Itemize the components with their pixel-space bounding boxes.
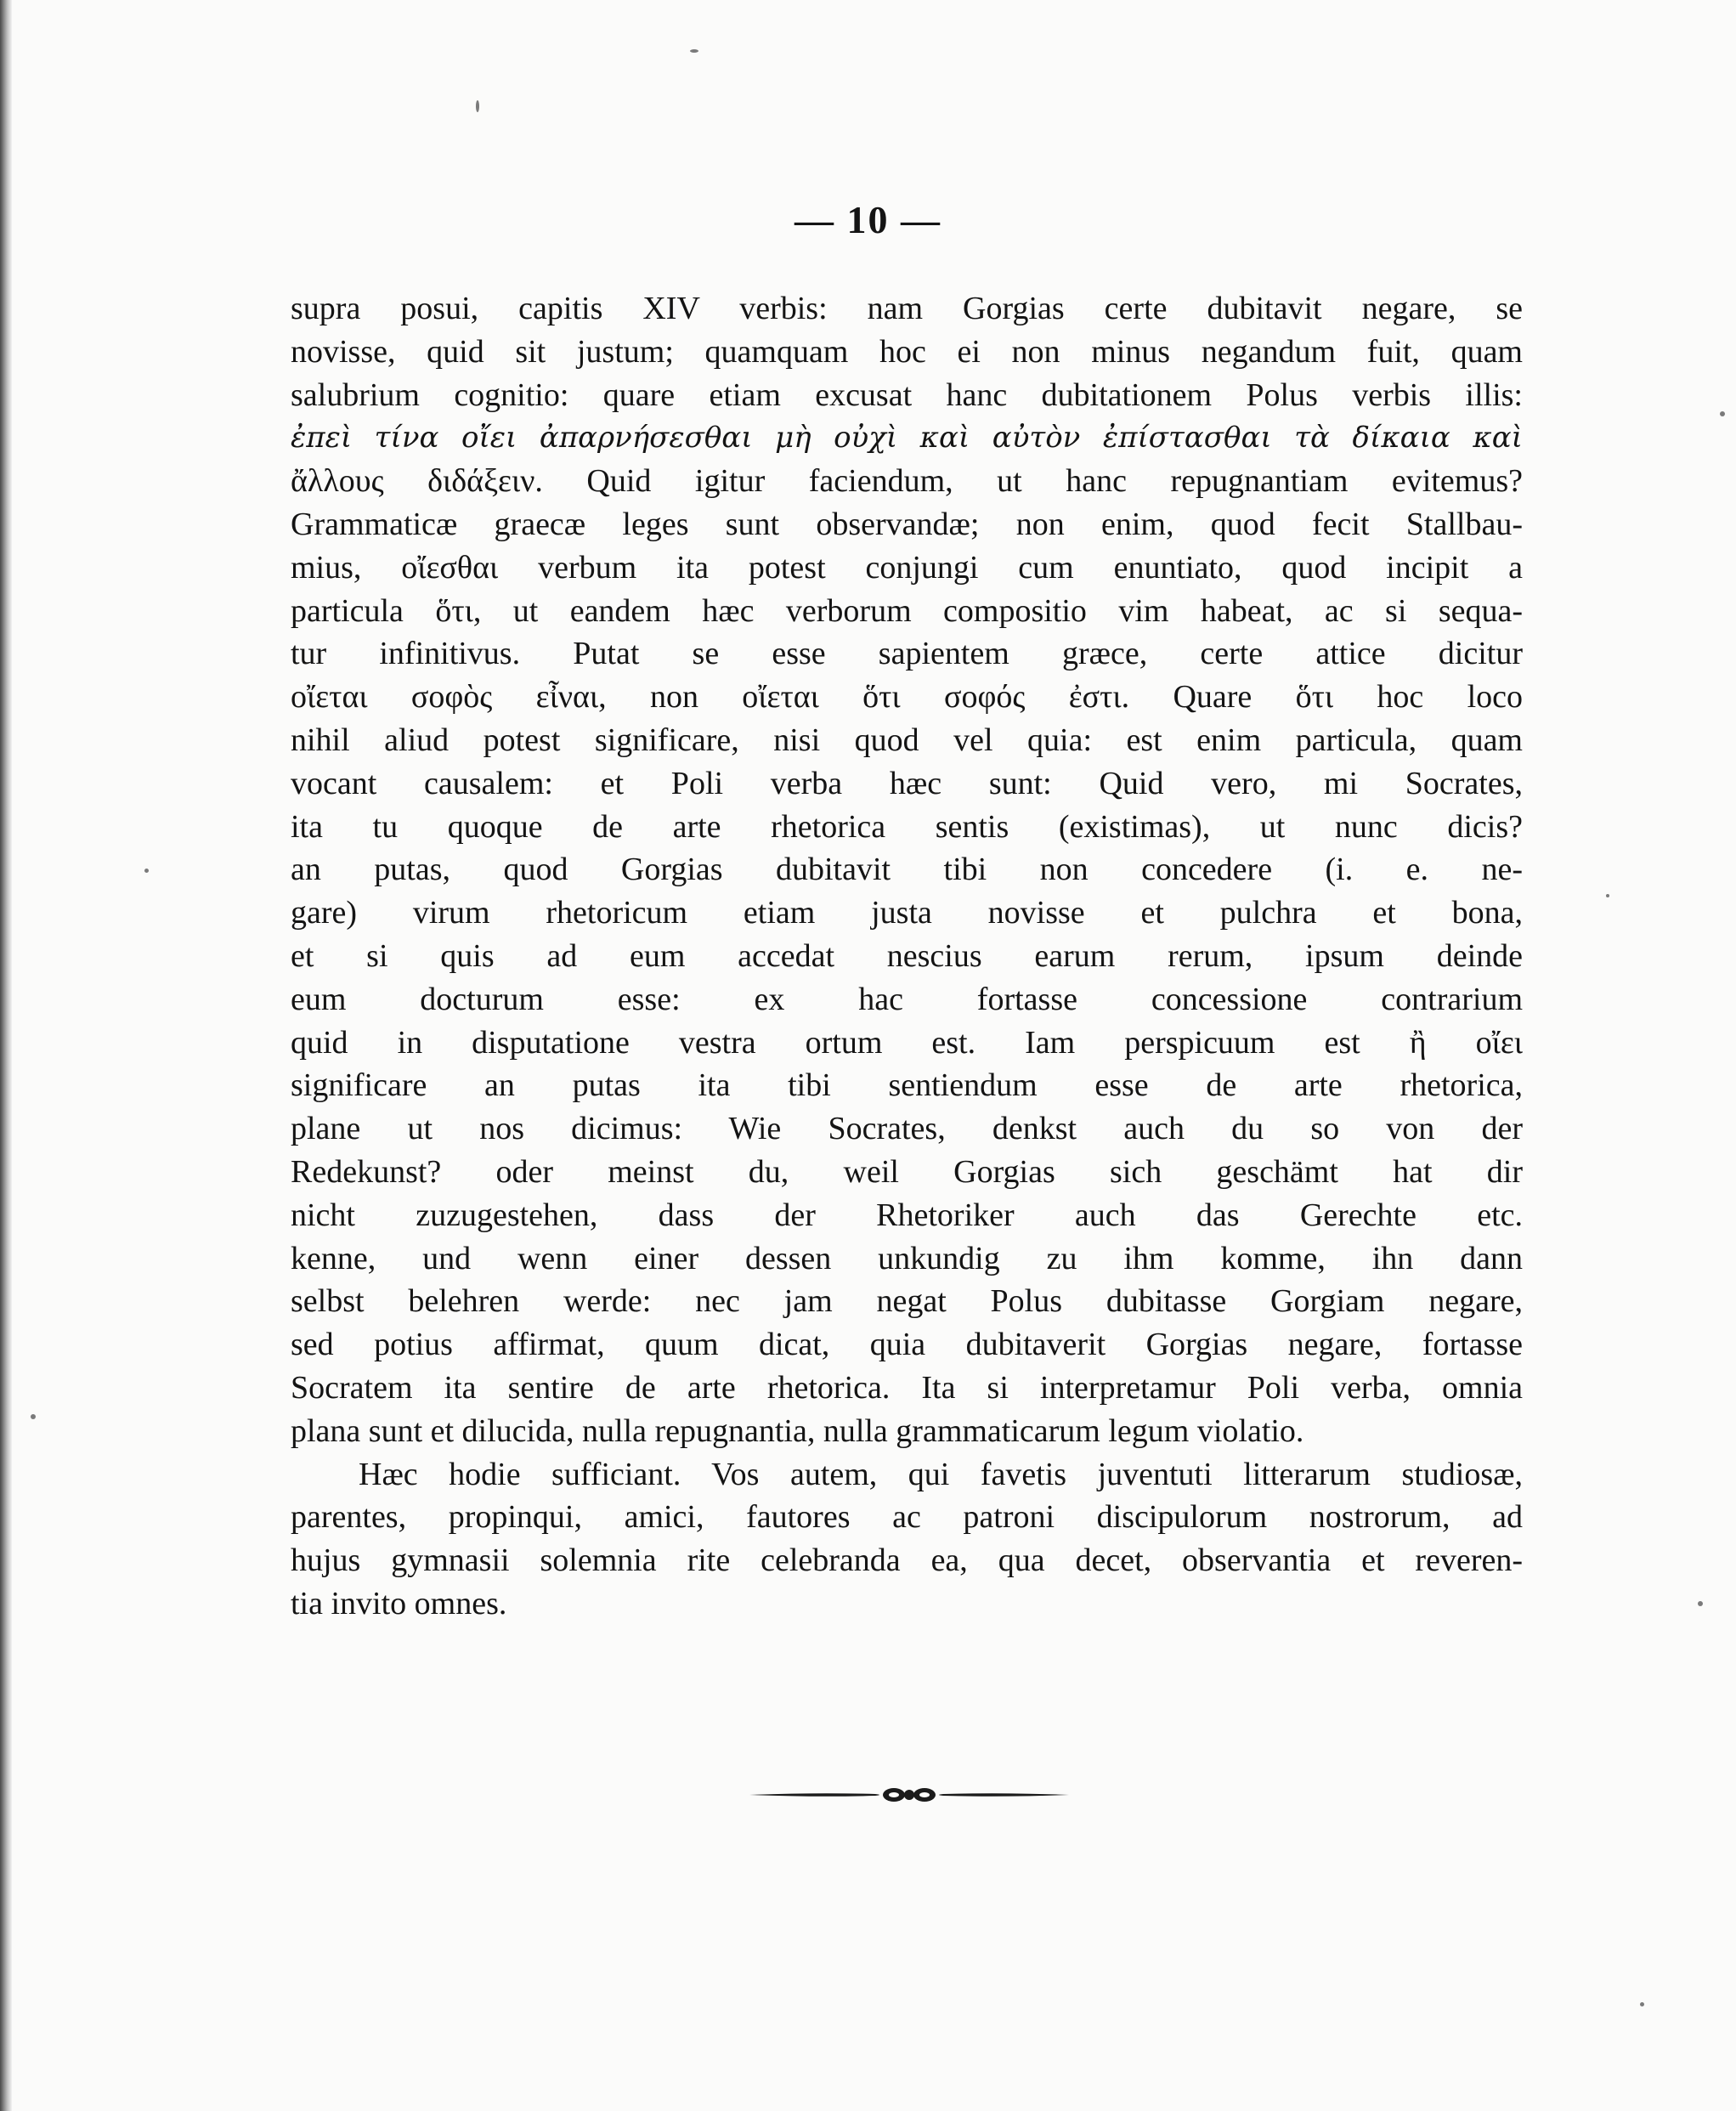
scan-speck	[31, 1414, 36, 1419]
text-line: supra posui, capitis XIV verbis: nam Gorgias certe dubitavit negare, se	[291, 291, 1523, 326]
text-line: nihil aliud potest significare, nisi quod vel quia: est enim particula, quam	[291, 722, 1523, 758]
text-line: particula ὅτι, ut eandem hæc verborum compositio vim habeat, ac si sequa-	[291, 592, 1523, 629]
text-line: nicht zuzugestehen, dass der Rhetoriker auch das Gerechte etc.	[291, 1197, 1523, 1233]
text-line: kenne, und wenn einer dessen unkundig zu ihm komme, ihn dann	[291, 1240, 1523, 1276]
text-line: ἄλλους διδάξειν. Quid igitur faciendum, ut hanc repugnantiam evitemus?	[291, 463, 1523, 500]
greek-quote-line: ἐπεὶ τίνα οἴει ἀπαρνήσεσθαι μὴ οὐχὶ καὶ αὐτὸν ἐπίστασθαι τὰ δίκαια καὶ	[291, 421, 1523, 456]
text-line: et si quis ad eum accedat nescius earum rerum, ipsum deinde	[291, 937, 1523, 974]
text-line: ita tu quoque de arte rhetorica sentis (existimas), ut nunc dicis?	[291, 808, 1523, 845]
closing-text-line: parentes, propinqui, amici, fautores ac patroni discipulorum nostrorum, ad	[291, 1499, 1523, 1536]
scan-speck	[144, 869, 149, 873]
text-line: plane ut nos dicimus: Wie Socrates, denkst auch du so von der	[291, 1111, 1523, 1147]
text-line: salubrium cognitio: quare etiam excusat hanc dubitationem Polus verbis illis:	[291, 376, 1523, 413]
scan-speck	[1720, 411, 1725, 416]
closing-text-line: hujus gymnasii solemnia rite celebranda ea, qua decet, observantia et reveren-	[291, 1542, 1523, 1579]
scan-speck	[1698, 1601, 1703, 1606]
closing-text-line: Hæc hodie sufficiant. Vos autem, qui favetis juventuti litterarum studiosæ,	[359, 1456, 1523, 1492]
text-line: Socratem ita sentire de arte rhetorica. Ita si interpretamur Poli verba, omnia	[291, 1369, 1523, 1406]
text-line: plana sunt et dilucida, nulla repugnantia, nulla grammaticarum legum violatio.	[291, 1412, 1304, 1449]
body-text	[291, 287, 1523, 1626]
text-line: Redekunst? oder meinst du, weil Gorgias sich geschämt hat dir	[291, 1153, 1523, 1190]
scan-speck	[1640, 2002, 1644, 2006]
scan-speck	[1606, 894, 1609, 897]
text-line: mius, οἴεσθαι verbum ita potest conjungi cum enuntiato, quod incipit a	[291, 549, 1523, 586]
text-line: quid in disputatione vestra ortum est. Iam perspicuum est ἢ οἴει	[291, 1024, 1523, 1061]
text-line: sed potius affirmat, quum dicat, quia dubitaverit Gorgias negare, fortasse	[291, 1327, 1523, 1363]
decorative-rule-icon	[748, 1778, 1071, 1812]
text-line: οἴεται σοφὸς εἶναι, non οἴεται ὅτι σοφός ἐστι. Quare ὅτι hoc loco	[291, 679, 1523, 716]
page-number: — 10 —	[794, 198, 942, 241]
text-line: tur infinitivus. Putat se esse sapientem græce, certe attice dicitur	[291, 636, 1523, 672]
text-line: novisse, quid sit justum; quamquam hoc ei non minus negandum fuit, quam	[291, 333, 1523, 370]
closing-text-line: tia invito omnes.	[291, 1585, 507, 1621]
scan-speck	[690, 49, 698, 53]
page-binding-edge	[0, 0, 12, 2111]
text-line: vocant causalem: et Poli verba hæc sunt: Quid vero, mi Socrates,	[291, 765, 1523, 801]
text-line: gare) virum rhetoricum etiam justa novisse et pulchra et bona,	[291, 895, 1523, 931]
text-line: selbst belehren werde: nec jam negat Polus dubitasse Gorgiam negare,	[291, 1283, 1523, 1320]
text-line: eum docturum esse: ex hac fortasse concessione contrarium	[291, 981, 1523, 1017]
text-line: significare an putas ita tibi sentiendum esse de arte rhetorica,	[291, 1067, 1523, 1104]
text-line: an putas, quod Gorgias dubitavit tibi non concedere (i. e. ne-	[291, 852, 1523, 888]
scan-speck	[476, 100, 479, 112]
text-line: Grammaticæ graecæ leges sunt observandæ; non enim, quod fecit Stallbau-	[291, 506, 1523, 542]
